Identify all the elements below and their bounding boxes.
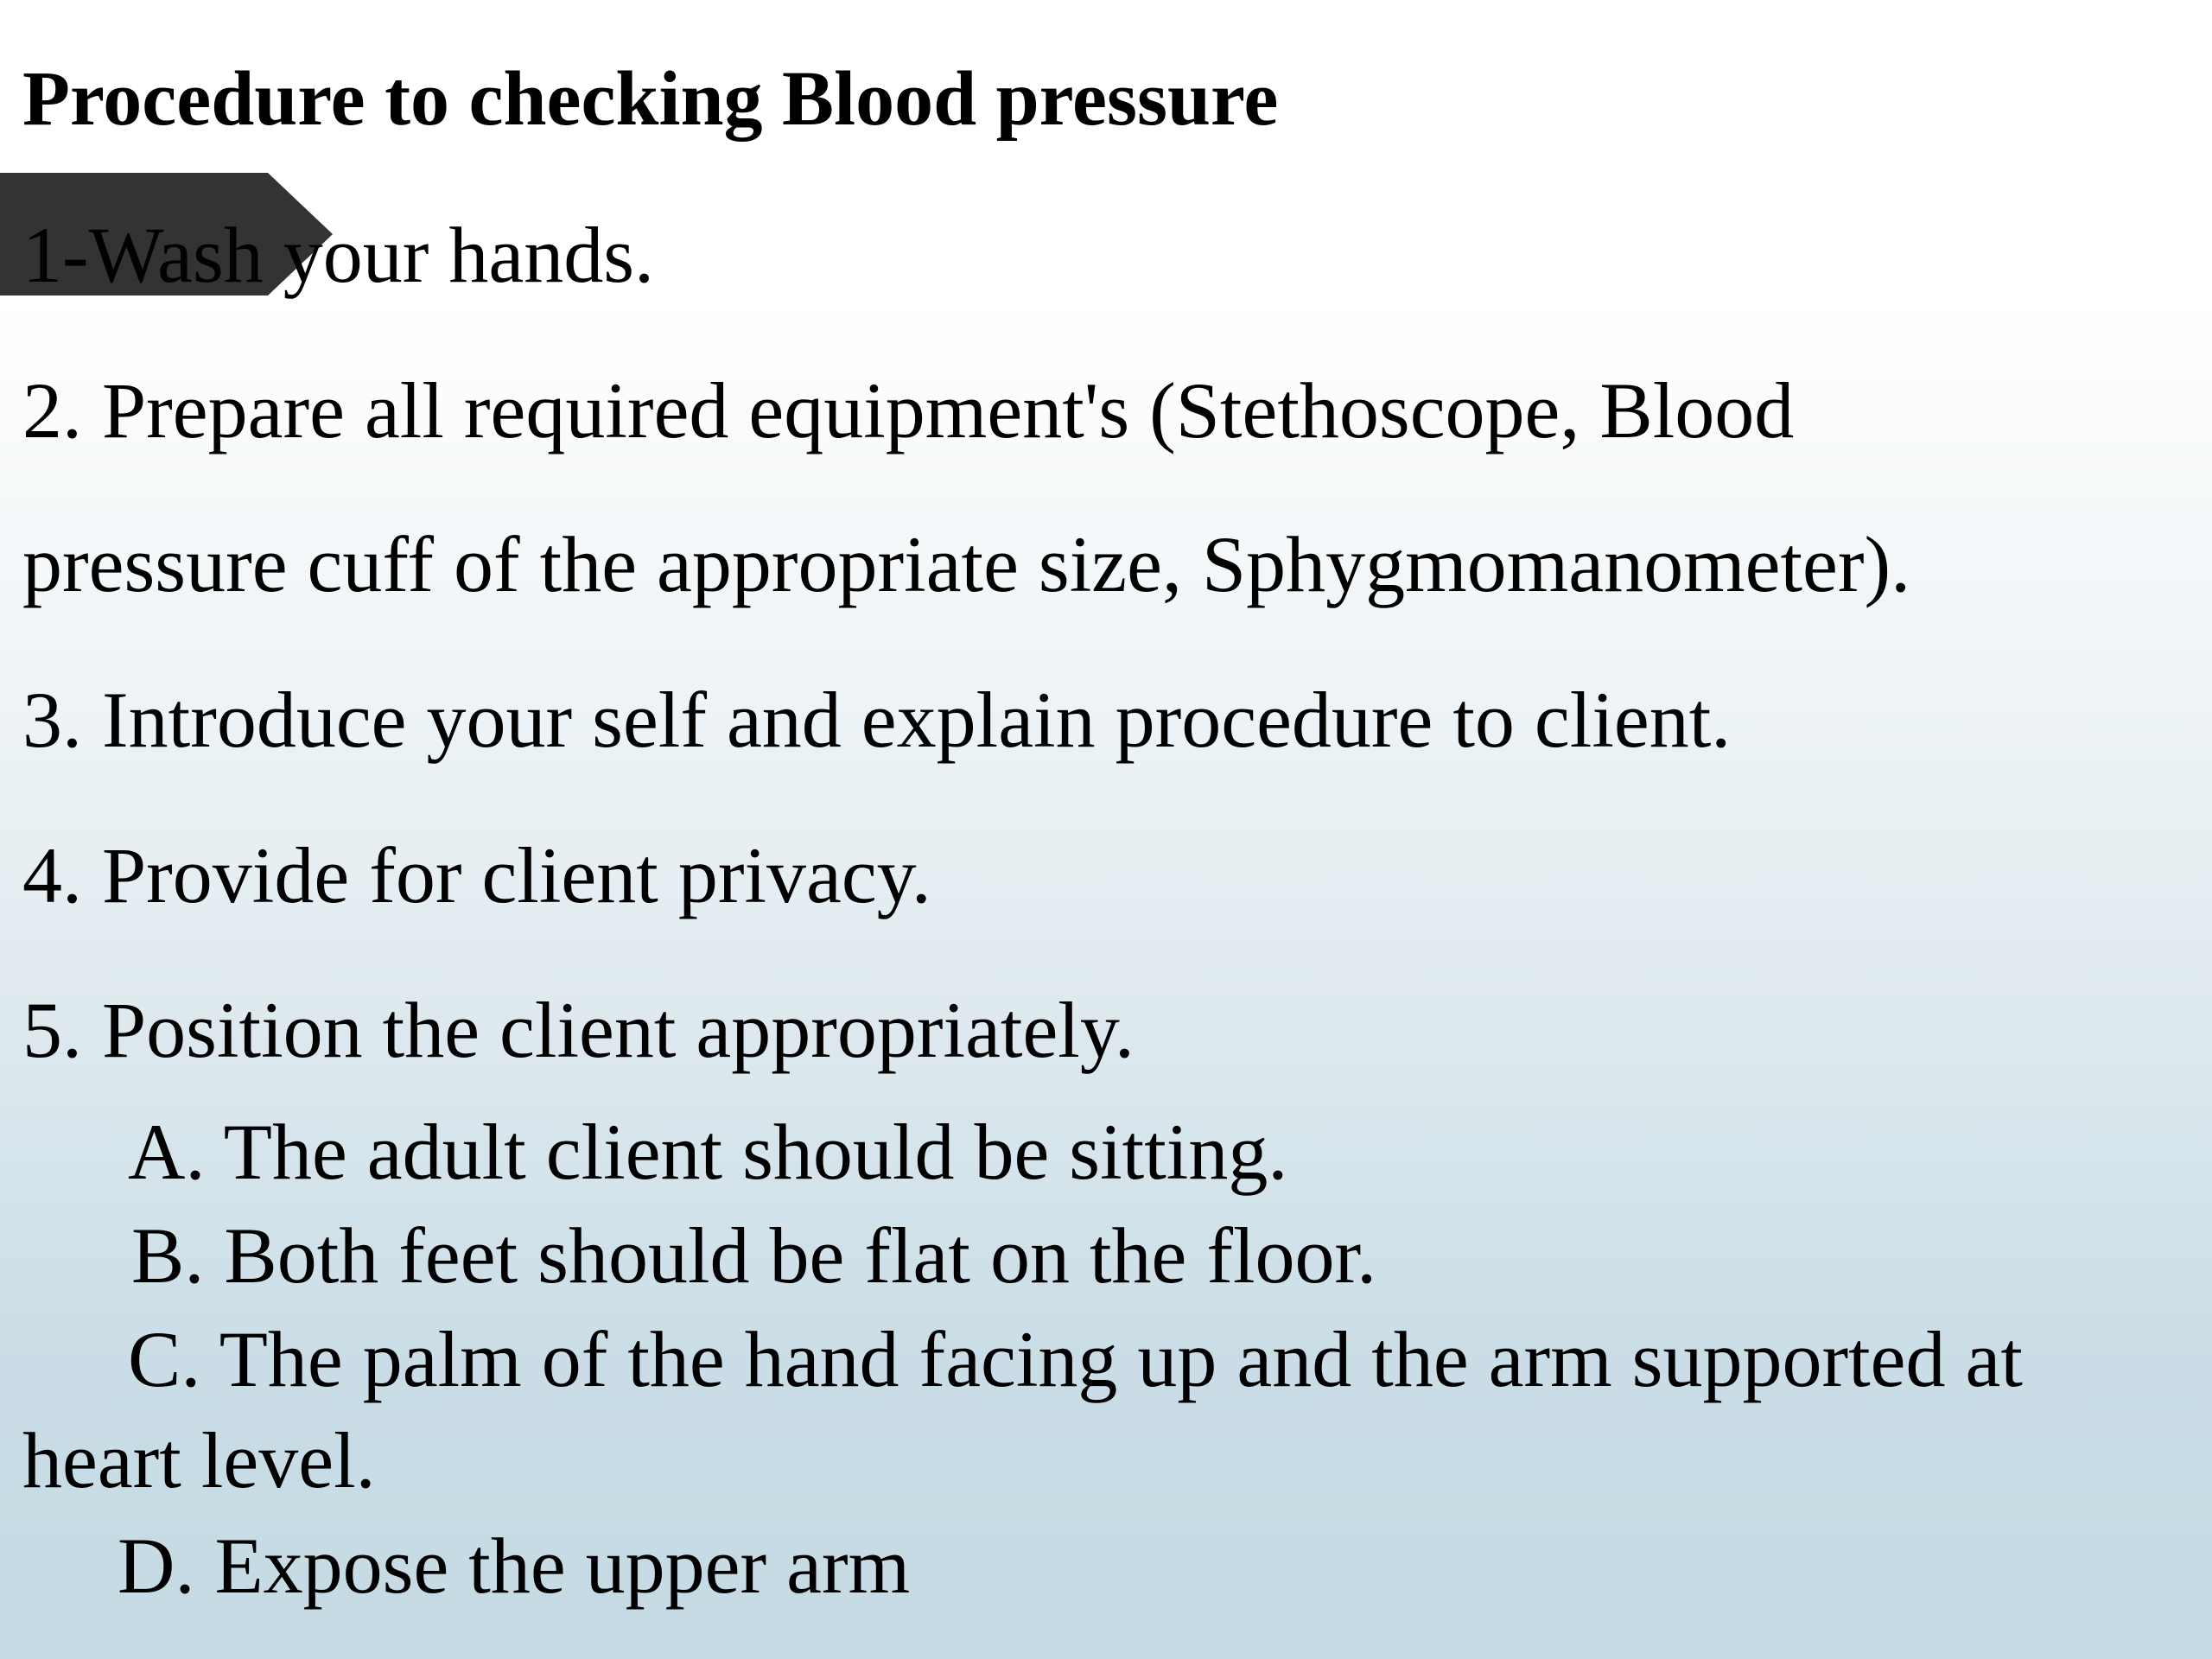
step-5: 5. Position the client appropriately. [22, 986, 1135, 1074]
substep-b: B. Both feet should be flat on the floor. [131, 1211, 1377, 1300]
substep-d: D. Expose the upper arm [118, 1522, 911, 1610]
step-4: 4. Provide for client privacy. [22, 831, 931, 919]
step-1: 1-Wash your hands. [22, 211, 655, 299]
step-3: 3. Introduce your self and explain procedure to client. [22, 676, 1732, 764]
step-2-line-2: pressure cuff of the appropriate size, Sphygmomanometer). [22, 520, 1911, 608]
substep-c-line-2: heart level. [22, 1416, 376, 1504]
substep-a: A. The adult client should be sitting. [128, 1108, 1288, 1196]
slide-title: Procedure to checking Blood pressure [22, 56, 1279, 142]
substep-c-line-1: C. The palm of the hand facing up and the arm supported at [128, 1315, 2023, 1403]
step-2-line-1: 2. Prepare all required equipment's (Stethoscope, Blood [22, 366, 1795, 454]
